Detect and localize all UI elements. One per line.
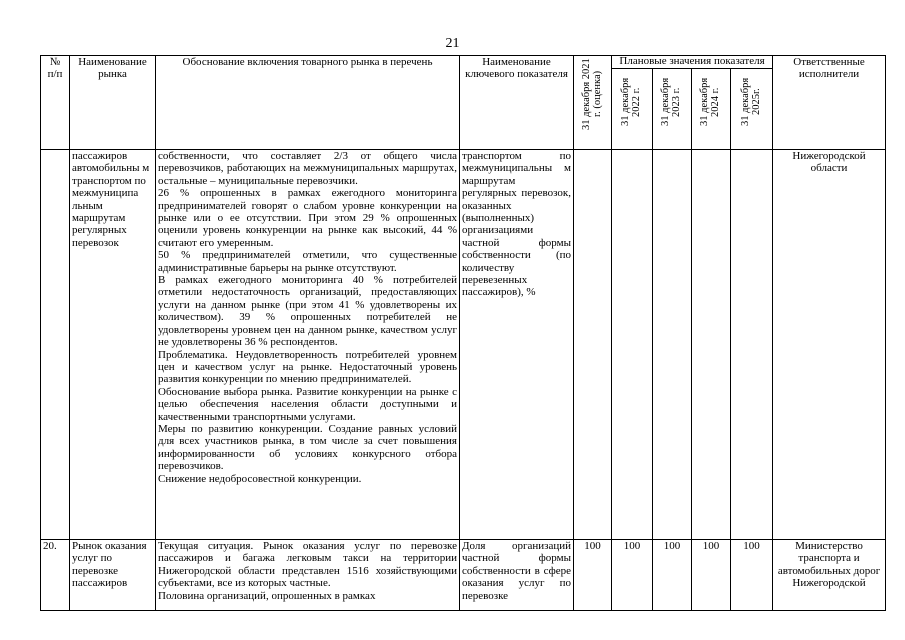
header-2025: 31 декабря 2025г. bbox=[731, 69, 773, 150]
reason-paragraph: 50 % предпринимателей отметили, что существенные административные барьеры на рынке отсутствуют. bbox=[158, 249, 457, 274]
header-2024: 31 декабря 2024 г. bbox=[692, 69, 731, 150]
row-indicator: Доля организаций частной формы собственности в сфере оказания услуг по перевозке bbox=[460, 540, 574, 611]
row-value-2025: 100 bbox=[731, 540, 773, 611]
reason-paragraph: Проблематика. Неудовлетворенность потребителей уровнем цен и качеством услуг на рынке. Недостаточный уровень развития конкуренции по мнению предпринимателей. bbox=[158, 348, 457, 386]
market-table bbox=[40, 55, 886, 611]
header-market: Наименование рынка bbox=[70, 56, 156, 150]
table-row bbox=[41, 150, 886, 540]
row-num: 20. bbox=[41, 540, 70, 611]
row-responsible: Министерство транспорта и автомобильных дорог Нижегородской bbox=[773, 540, 886, 611]
header-num: № п/п bbox=[41, 56, 70, 150]
reason-paragraph: Снижение недобросовестной конкуренции. bbox=[158, 472, 362, 485]
row-value-2024: 100 bbox=[692, 540, 731, 611]
header-2023: 31 декабря 2023 г. bbox=[653, 69, 692, 150]
row-value-2023 bbox=[653, 150, 692, 540]
row-value-2024 bbox=[692, 150, 731, 540]
reason-paragraph: В рамках ежегодного мониторинга 40 % потребителей отметили недостаточность организаций, предоставляющих услуги на данном рынке (при этом 41 % удовлетворены их количеством). 39 % опрошенных потребителей не удовлетворены уровнем цен на данном рынке, качеством услуг не удовлетворены 36 % респондентов. bbox=[158, 274, 457, 349]
row-market: Рынок оказания услуг по перевозке пассажиров bbox=[70, 540, 156, 611]
reason-paragraph: 26 % опрошенных в рамках ежегодного мониторинга предпринимателей говорят о слабом уровне конкуренции на рынке или о ее отсутствии. При этом 29 % опрошенных оценили уровень конкуренции на рынке как высокий, 44 % считают его умеренным. bbox=[158, 187, 457, 249]
reason-paragraph: Половина организаций, опрошенных в рамках bbox=[158, 589, 376, 602]
row-value-2023: 100 bbox=[653, 540, 692, 611]
row-indicator: транспортом по межмуниципальны м маршрутам регулярных перевозок, оказанных (выполненных) организациями частной формы собственности (по количеству перевезенных пассажиров), % bbox=[460, 150, 574, 540]
row-num bbox=[41, 150, 70, 540]
page-number: 21 bbox=[445, 36, 460, 51]
table-row bbox=[41, 540, 886, 611]
row-value-2021: 100 bbox=[574, 540, 612, 611]
row-value-2022: 100 bbox=[612, 540, 653, 611]
header-indicator: Наименование ключевого показателя bbox=[460, 56, 574, 150]
reason-paragraph: Меры по развитию конкуренции. Создание равных условий для всех участников рынка, в том числе за счет повышения информированности об условиях конкурсного отбора перевозчиков. bbox=[158, 422, 457, 473]
row-market: пассажиров автомобильны м транспортом по межмуниципа льным маршрутам регулярных перевозок bbox=[70, 150, 156, 540]
header-2021: 31 декабря 2021 г. (оценка) bbox=[574, 56, 612, 150]
row-responsible: Нижегородской области bbox=[773, 150, 886, 540]
reason-paragraph: Обоснование выбора рынка. Развитие конкуренции на рынке с целью обеспечения населения области доступными и качественными транспортными услугами. bbox=[158, 385, 457, 423]
reason-paragraph: Текущая ситуация. Рынок оказания услуг по перевозке пассажиров и багажа легковым такси на территории Нижегородской области представлен 1516 хозяйствующими субъектами, все из которых частные. bbox=[158, 540, 457, 590]
row-reason bbox=[156, 540, 460, 611]
row-value-2021 bbox=[574, 150, 612, 540]
row-reason bbox=[156, 150, 460, 540]
header-planned-values: Плановые значения показателя bbox=[612, 56, 773, 69]
reason-paragraph: собственности, что составляет 2/3 от общего числа перевозчиков, работающих на межмуниципальных маршрутах, остальные – муниципальные перевозчики. bbox=[158, 150, 457, 187]
row-value-2025 bbox=[731, 150, 773, 540]
header-2022: 31 декабря 2022 г. bbox=[612, 69, 653, 150]
row-value-2022 bbox=[612, 150, 653, 540]
header-reason: Обоснование включения товарного рынка в перечень bbox=[156, 56, 460, 150]
header-responsible: Ответственные исполнители bbox=[773, 56, 886, 150]
